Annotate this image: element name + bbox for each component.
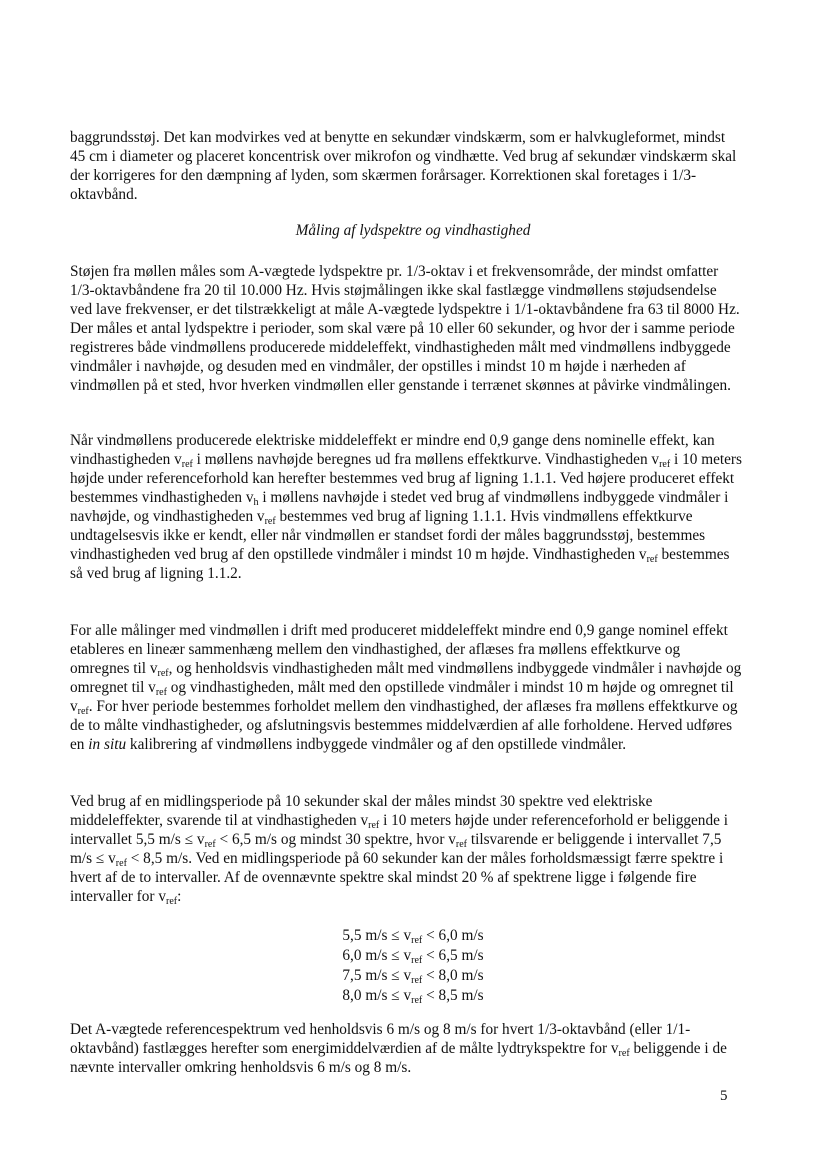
paragraph-reference-spectrum: Det A-vægtede referencespektrum ved henholdsvis 6 m/s og 8 m/s for hvert 1/3-oktavbånd (eller 1/1-oktavbånd) fastlægges herefter som energimiddelværdien af de målte lydtrykspektre for $v_{ref}$ beliggende i de nævnte intervaller omkring henholdsvis 6 m/s og 8 m/s. [70, 1021, 727, 1076]
page-number: 5 [720, 1088, 728, 1104]
paragraph-wind-screen: baggrundsstøj. Det kan modvirkes ved at benytte en sekundær vindskærm, som er halvkugleformet, mindst 45 cm i diameter og placeret koncentrisk over mikrofon og vindhætte. Ved brug af sekundær vindskærm skal der korrigeres for den dæmpning af lyden, som skærmen forårsager. Korrektionen skal foretages i 1/3-oktavbånd. [70, 129, 737, 203]
paragraph-measurement-spectra: Støjen fra møllen måles som A-vægtede lydspektre pr. 1/3-oktav i et frekvensområde, der mindst omfatter 1/3-oktavbåndene fra 20 til 10.000 Hz. Hvis støjmålingen ikke skal fastlægge vindmøllens støjudsendelse ved lave frekvenser, er det tilstrækkeligt at måle A-vægtede lydspektre i 1/1-oktavbåndene fra 63 til 8000 Hz. Der måles et antal lydspektre i perioder, som skal være på 10 eller 60 sekunder, og hvor der i samme periode registreres både vindmøllens producerede middeleffekt, vindhastigheden målt med vindmøllens indbyggede vindmåler i navhøjde, og desuden med en vindmåler, der opstilles i mindst 10 m højde i nærheden af vindmøllen på et sted, hvor hverken vindmøllen eller genstande i terrænet skønnes at påvirke vindmålingen. [70, 263, 740, 394]
wind-speed-intervals [0, 926, 826, 1006]
paragraph-wind-speed-determination: Når vindmøllens producerede elektriske middeleffekt er mindre end 0,9 gange dens nominelle effekt, kan vindhastigheden $v_{ref}$ i møllens navhøjde beregnes ud fra møllens effektkurve. Vindhastigheden $v_{ref}$ i 10 meters højde under referenceforhold kan herefter bestemmes ved brug af ligning 1.1.1. Ved højere produceret effekt bestemmes vindhastigheden $v_h$ i møllens navhøjde i stedet ved brug af vindmøllens indbyggede vindmåler i navhøjde, og vindhastigheden $v_{ref}$ bestemmes ved brug af ligning 1.1.1. Hvis vindmøllens effektkurve undtagelsesvis ikke er kendt, eller når vindmøllen er standset fordi der måles baggrundsstøj, bestemmes vindhastigheden ved brug af den opstillede vindmåler i mindst 10 m højde. Vindhastigheden $v_{ref}$ bestemmes så ved brug af ligning 1.1.2. [70, 432, 742, 582]
paragraph-calibration: For alle målinger med vindmøllen i drift med produceret middeleffekt mindre end 0,9 gange nominel effekt etableres en lineær sammenhæng mellem den vindhastighed, der aflæses fra møllens effektkurve og omregnes til $v_{ref}$, og henholdsvis vindhastigheden målt med vindmøllens indbyggede vindmåler i navhøjde og omregnet til $v_{ref}$ og vindhastigheden, målt med den opstillede vindmåler i mindst 10 m højde og omregnet til $v_{ref}$. For hver periode bestemmes forholdet mellem den vindhastighed, der aflæses fra møllens effektkurve og de to målte vindhastigheder, og afslutningsvis bestemmes middelværdien af alle forholdene. Herved udføres en in situ kalibrering af vindmøllens indbyggede vindmåler og af den opstillede vindmåler. [70, 622, 742, 753]
interval-line: 8,0 $m/s \le v_{ref} < 8,5$ m/s [342, 987, 484, 1006]
interval-line: 7,5 $m/s \le v_{ref} < 8,0$ m/s [342, 967, 484, 986]
paragraph-averaging-period: Ved brug af en midlingsperiode på 10 sekunder skal der måles mindst 30 spektre ved elektriske middeleffekter, svarende til at vindhastigheden $v_{ref}$ i 10 meters højde under referenceforhold er beliggende i intervallet 5,5 $m/s \le v_{ref} < 6,5$ m/s og mindst 30 spektre, hvor $v_{ref}$ tilsvarende er beliggende i intervallet 7,5 $m/s \le v_{ref} < 8,5$ m/s. Ved en midlingsperiode på 60 sekunder kan der måles forholdsmæssigt færre spektre i hvert af de to intervaller. Af de ovennævnte spektre skal mindst 20 % af spektrene ligge i følgende fire intervaller for $v_{ref}$: [70, 793, 728, 907]
interval-line: 6,0 $m/s \le v_{ref} < 6,5$ m/s [342, 947, 484, 966]
interval-line: 5,5 $m/s \le v_{ref} < 6,0$ m/s [342, 927, 484, 946]
section-heading: Måling af lydspektre og vindhastighed [295, 222, 531, 239]
